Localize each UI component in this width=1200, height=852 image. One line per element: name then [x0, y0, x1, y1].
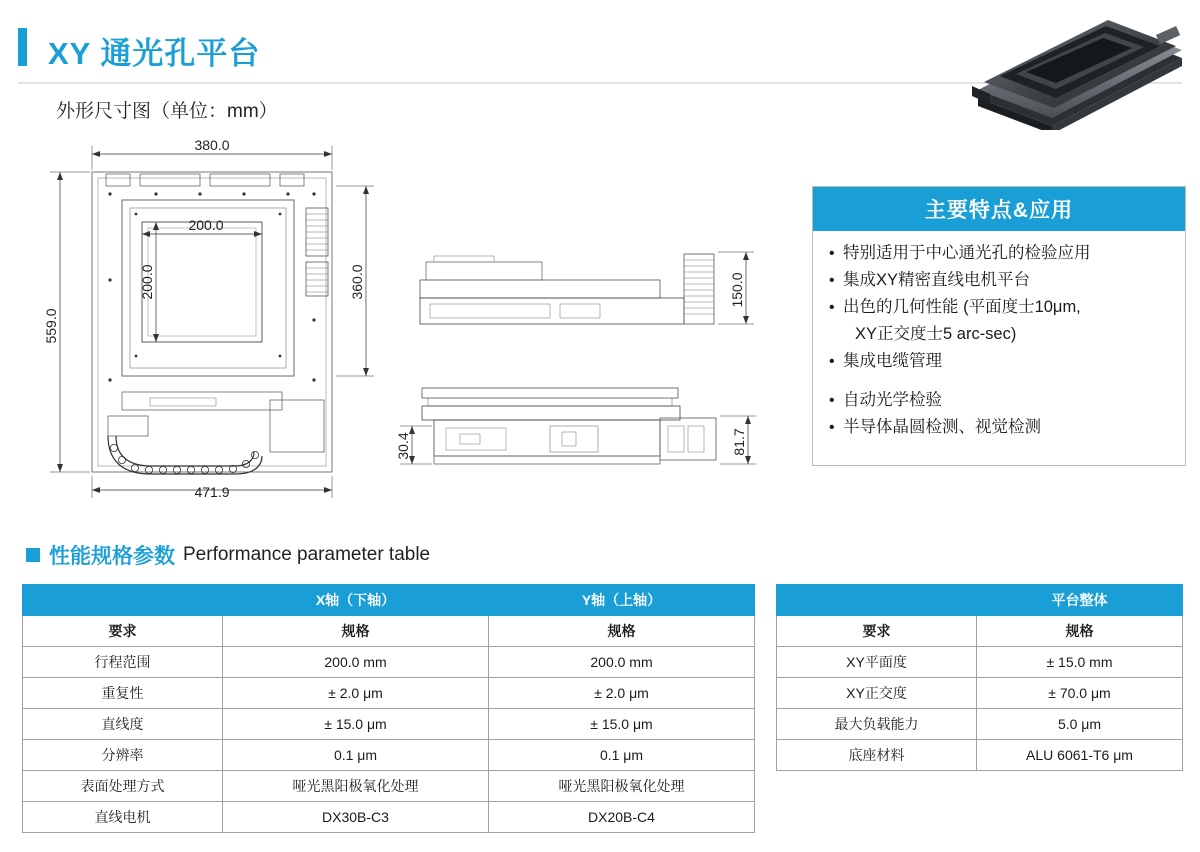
drawing-caption: 外形尺寸图（单位：mm）	[56, 101, 278, 122]
table-header-cell: 平台整体	[977, 585, 1183, 616]
table-cell: 最大负载能力	[777, 709, 977, 740]
table-subheader-cell: 规格	[977, 616, 1183, 647]
table-header-cell: X轴（下轴）	[223, 585, 489, 616]
dim-top-width: 380.0	[194, 137, 230, 153]
table-row	[23, 709, 755, 740]
table-cell: 哑光黑阳极氧化处理	[223, 771, 489, 802]
table-subheader-row	[777, 616, 1183, 647]
feature-item-continuation: XY正交度士5 arc-sec)	[855, 325, 1017, 343]
table-cell: 分辨率	[23, 740, 223, 771]
table-cell: ± 2.0 μm	[223, 678, 489, 709]
table-row	[23, 740, 755, 771]
product-photo	[960, 2, 1192, 130]
feature-item: • 集成电缆管理	[827, 349, 1171, 374]
dim-inner-width: 200.0	[188, 217, 224, 233]
table-row	[23, 802, 755, 833]
dim-side-height-3: 30.4	[395, 432, 411, 460]
table-cell: 哑光黑阳极氧化处理	[489, 771, 755, 802]
dim-left-height: 559.0	[43, 308, 59, 344]
spec-title-en: Performance parameter table	[183, 544, 431, 565]
page-header	[0, 0, 1200, 82]
stage-spec-table	[776, 584, 1183, 771]
feature-item: • 出色的几何性能 (平面度士10μm,	[827, 295, 1171, 320]
features-list	[813, 231, 1185, 440]
table-cell: 200.0 mm	[489, 647, 755, 678]
table-cell: 直线电机	[23, 802, 223, 833]
table-row	[777, 740, 1183, 771]
dim-side-height-2: 81.7	[731, 428, 747, 456]
table-cell: 5.0 μm	[977, 709, 1183, 740]
table-subheader-cell: 规格	[223, 616, 489, 647]
table-subheader-cell: 要求	[777, 616, 977, 647]
table-row	[23, 678, 755, 709]
table-cell: ± 2.0 μm	[489, 678, 755, 709]
table-subheader-row	[23, 616, 755, 647]
table-cell: 表面处理方式	[23, 771, 223, 802]
feature-item: • 半导体晶圆检测、视觉检测	[827, 415, 1171, 440]
table-cell: ± 15.0 mm	[977, 647, 1183, 678]
dim-bottom-width: 471.9	[194, 484, 230, 500]
table-cell: XY平面度	[777, 647, 977, 678]
table-cell: 200.0 mm	[223, 647, 489, 678]
feature-item: • 自动光学检验	[827, 388, 1171, 413]
table-cell: 行程范围	[23, 647, 223, 678]
table-cell: 0.1 μm	[223, 740, 489, 771]
features-title: 主要特点&应用	[813, 187, 1185, 231]
table-cell: 底座材料	[777, 740, 977, 771]
features-panel	[812, 186, 1186, 466]
spec-bullet-square	[26, 548, 40, 562]
page-title: XY 通光孔平台	[48, 36, 261, 71]
table-cell: 重复性	[23, 678, 223, 709]
feature-spacer	[827, 376, 1171, 388]
table-cell: ± 15.0 μm	[223, 709, 489, 740]
table-cell: XY正交度	[777, 678, 977, 709]
title-accent-bar	[18, 28, 27, 66]
spec-heading	[26, 540, 430, 570]
table-header-row	[777, 585, 1183, 616]
table-cell: ± 15.0 μm	[489, 709, 755, 740]
dim-side-height-1: 150.0	[729, 272, 745, 308]
table-cell: ± 70.0 μm	[977, 678, 1183, 709]
feature-item: • 集成XY精密直线电机平台	[827, 268, 1171, 293]
table-header-cell	[777, 585, 977, 616]
table-row	[23, 771, 755, 802]
table-row	[777, 678, 1183, 709]
feature-item: • 特别适用于中心通光孔的检验应用	[827, 241, 1171, 266]
table-subheader-cell: 要求	[23, 616, 223, 647]
table-row	[777, 647, 1183, 678]
table-cell: DX20B-C4	[489, 802, 755, 833]
table-subheader-cell: 规格	[489, 616, 755, 647]
table-row	[777, 709, 1183, 740]
dim-right-height: 360.0	[349, 264, 365, 300]
table-header-row	[23, 585, 755, 616]
table-row	[23, 647, 755, 678]
table-cell: 0.1 μm	[489, 740, 755, 771]
table-header-cell	[23, 585, 223, 616]
dim-inner-height: 200.0	[139, 264, 155, 300]
axis-spec-table	[22, 584, 755, 833]
dimension-drawing	[30, 130, 790, 520]
table-cell: 直线度	[23, 709, 223, 740]
table-cell: ALU 6061-T6 μm	[977, 740, 1183, 771]
table-cell: DX30B-C3	[223, 802, 489, 833]
spec-title-cn: 性能规格参数	[49, 545, 175, 568]
table-header-cell: Y轴（上轴）	[489, 585, 755, 616]
